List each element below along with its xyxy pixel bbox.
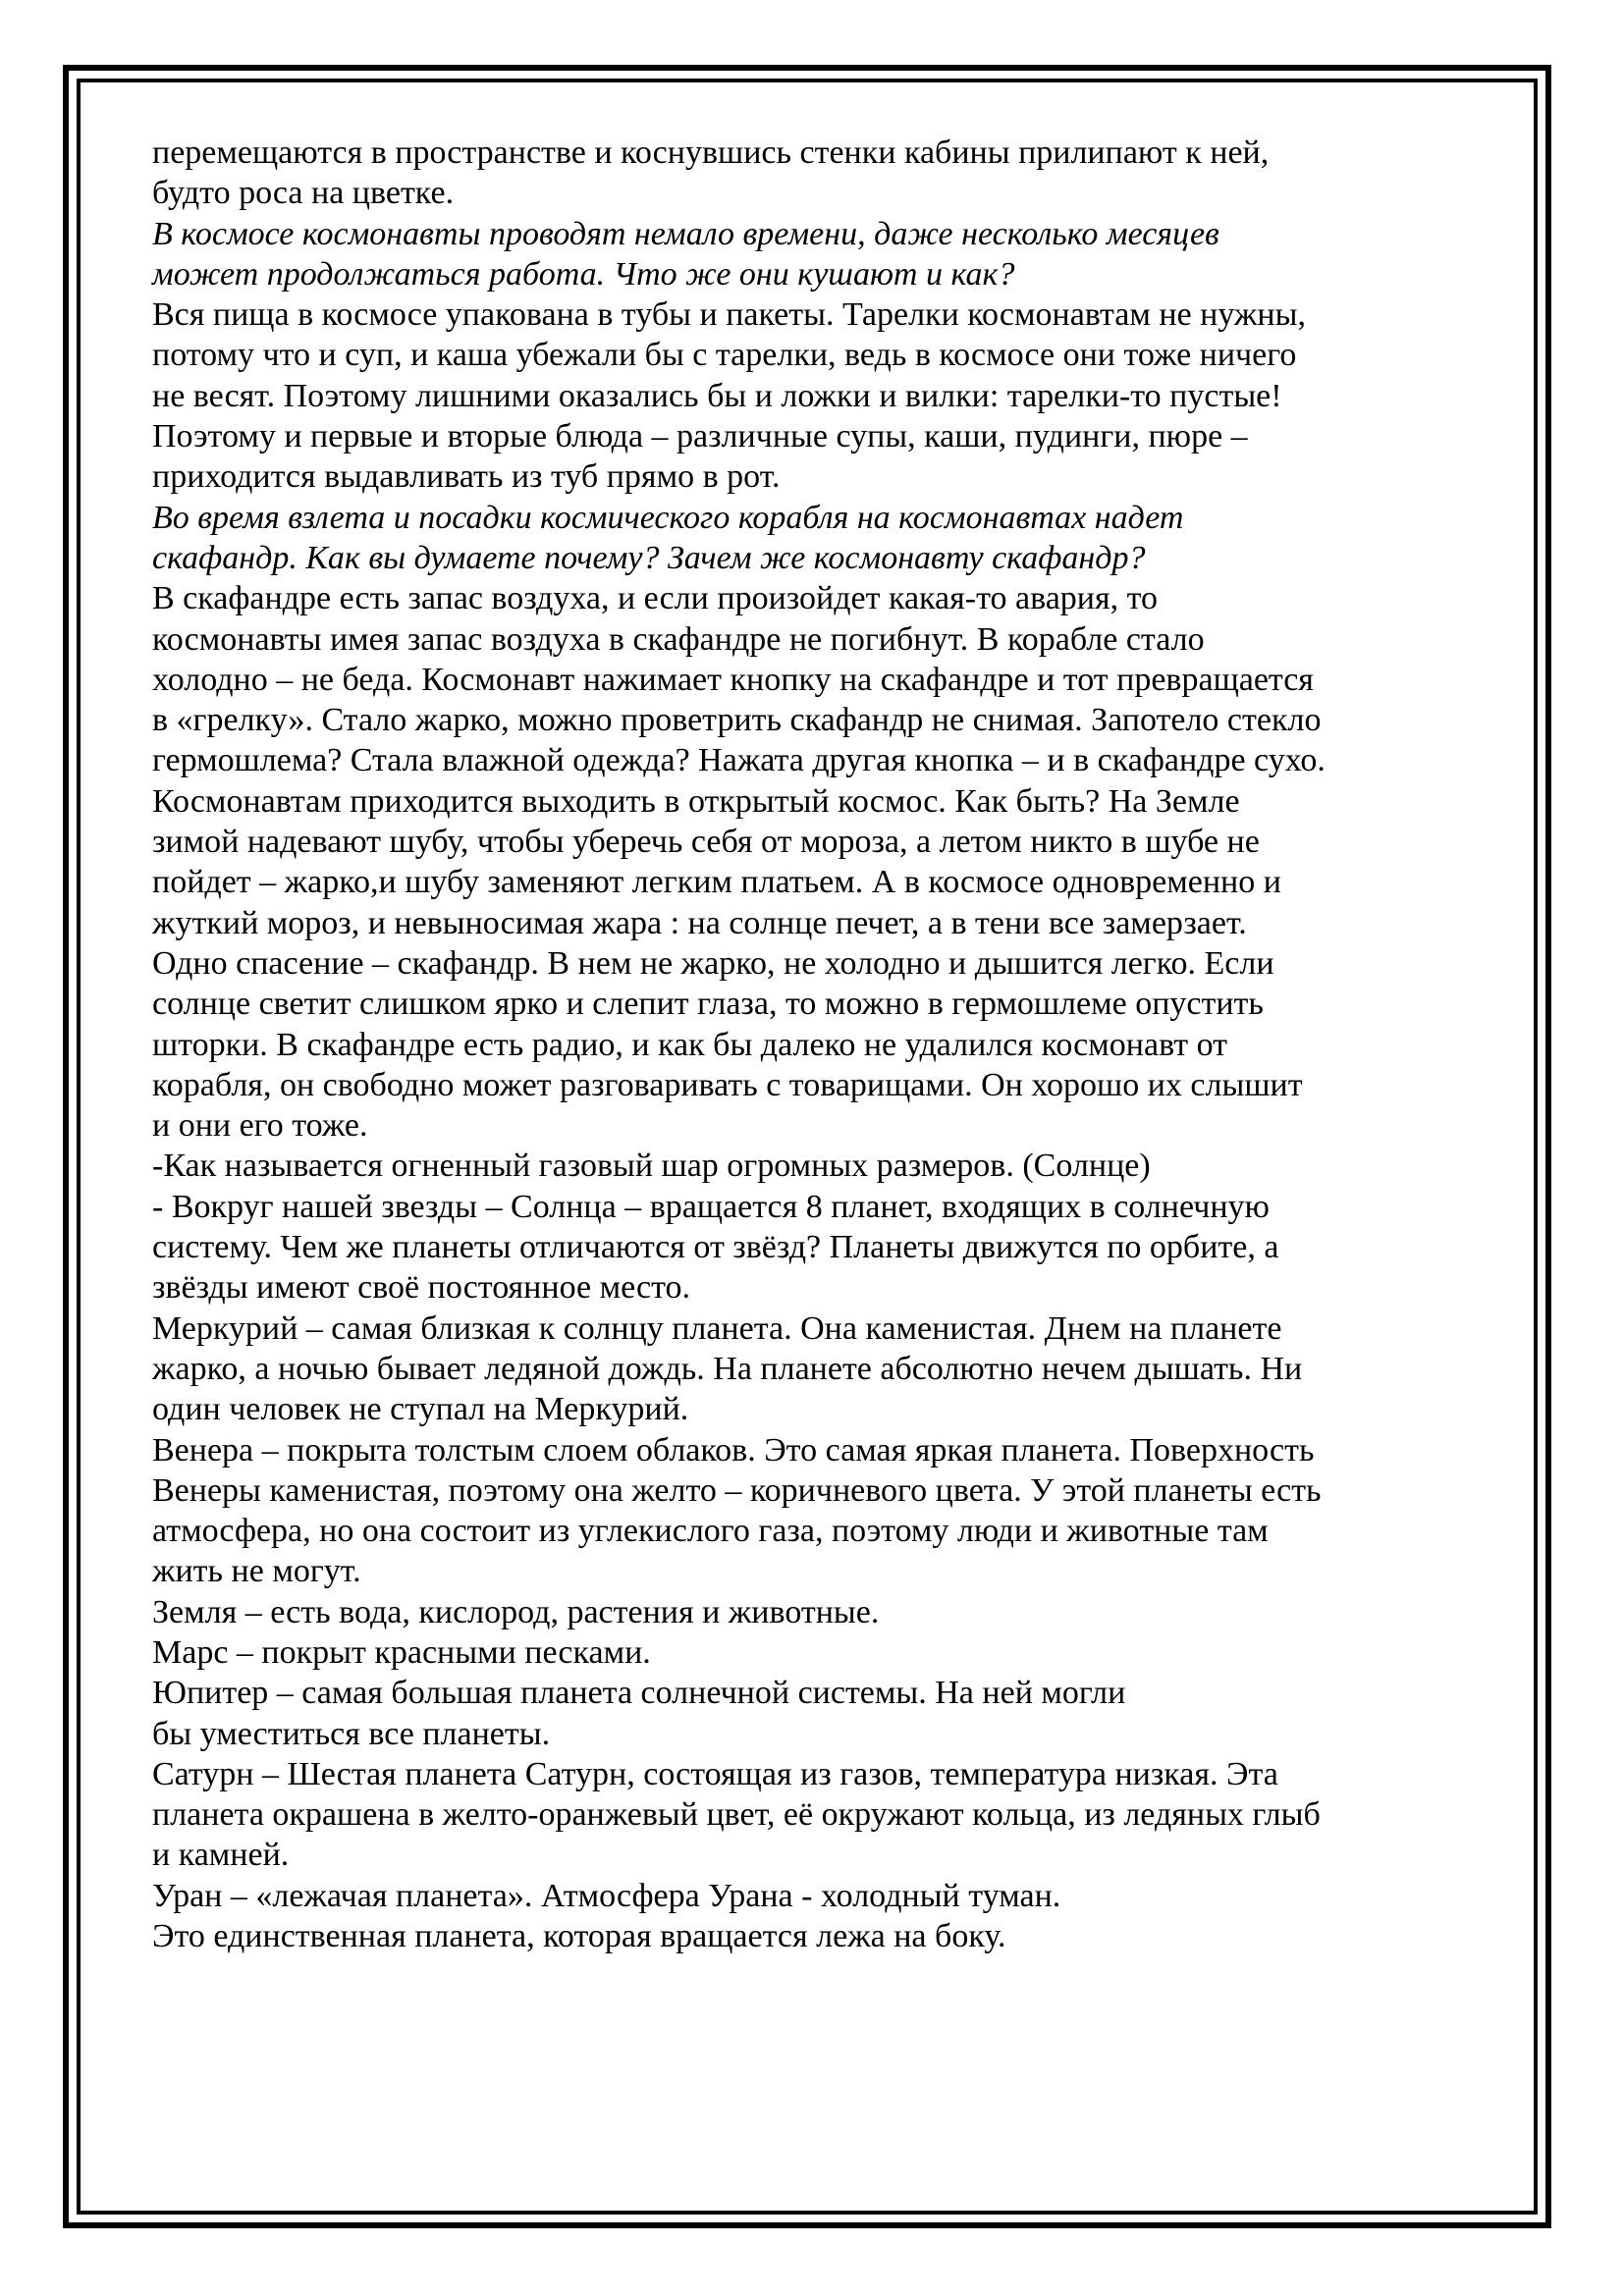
text-line: один человек не ступал на Меркурий. — [152, 1391, 689, 1428]
text-line: пойдет – жарко,и шубу заменяют легким платьем. А в космосе одновременно и — [152, 864, 1281, 901]
text-line: Вся пища в космосе упакована в тубы и пакеты. Тарелки космонавтам не нужны, — [152, 296, 1306, 334]
text-line: систему. Чем же планеты отличаются от звёзд? Планеты движутся по орбите, а — [152, 1229, 1279, 1266]
text-line: космонавты имея запас воздуха в скафандре не погибнут. В корабле стало — [152, 620, 1205, 658]
text-line: жить не могут. — [152, 1553, 361, 1590]
text-line: -Как называется огненный газовый шар огромных размеров. (Солнце) — [152, 1148, 1151, 1185]
text-line: солнце светит слишком ярко и слепит глаза, то можно в гермошлеме опустить — [152, 986, 1264, 1023]
text-line: Космонавтам приходится выходить в открытый космос. Как быть? На Земле — [152, 782, 1240, 820]
text-line: Венера – покрыта толстым слоем облаков. Это самая яркая планета. Поверхность — [152, 1431, 1315, 1468]
text-line: и камней. — [152, 1837, 290, 1874]
text-line: жарко, а ночью бывает ледяной дождь. На планете абсолютно нечем дышать. Ни — [152, 1350, 1303, 1387]
question-line: Во время взлета и посадки космического корабля на космонавтах надет — [152, 499, 1184, 536]
text-line: в «грелку». Стало жарко, можно проветрить скафандр не снимая. Запотело стекло — [152, 702, 1322, 739]
text-line: - Вокруг нашей звезды – Солнца – вращается 8 планет, входящих в солнечную — [152, 1188, 1270, 1225]
text-line: жуткий мороз, и невыносимая жара : на солнце печет, а в тени все замерзает. — [152, 904, 1247, 941]
text-line: Это единственная планета, которая вращается лежа на боку. — [152, 1918, 1006, 1955]
text-line: будто роса на цветке. — [152, 175, 455, 212]
text-line: Марс – покрыт красными песками. — [152, 1633, 651, 1671]
text-line: Одно спасение – скафандр. В нем не жарко, не холодно и дышится легко. Если — [152, 944, 1274, 982]
question-line: может продолжаться работа. Что же они кушают и как? — [152, 255, 1015, 293]
text-line: Сатурн – Шестая планета Сатурн, состоящая из газов, температура низкая. Эта — [152, 1755, 1278, 1792]
text-line: Поэтому и первые и вторые блюда – различные супы, каши, пудинги, пюре – — [152, 418, 1248, 455]
text-line: бы уместиться все планеты. — [152, 1715, 551, 1752]
text-line: атмосфера, но она состоит из углекислого газа, поэтому люди и животные там — [152, 1513, 1269, 1550]
text-line: перемещаются в пространстве и коснувшись стенки кабины прилипают к ней, — [152, 134, 1270, 171]
text-line: В скафандре есть запас воздуха, и если произойдет какая-то авария, то — [152, 580, 1159, 617]
text-line: потому что и суп, и каша убежали бы с тарелки, ведь в космосе они тоже ничего — [152, 337, 1297, 374]
text-line: гермошлема? Стала влажной одежда? Нажата другая кнопка – и в скафандре сухо. — [152, 742, 1326, 779]
text-line: Юпитер – самая большая планета солнечной системы. На ней могли — [152, 1675, 1126, 1712]
text-line: зимой надевают шубу, чтобы уберечь себя от мороза, а летом никто в шубе не — [152, 824, 1260, 861]
text-line: Земля – есть вода, кислород, растения и животные. — [152, 1593, 880, 1630]
text-line: не весят. Поэтому лишними оказались бы и ложки и вилки: тарелки-то пустые! — [152, 377, 1282, 414]
text-line: приходится выдавливать из туб прямо в рот. — [152, 458, 781, 496]
question-line: В космосе космонавты проводят немало времени, даже несколько месяцев — [152, 215, 1219, 252]
text-line: шторки. В скафандре есть радио, и как бы далеко не удалился космонавт от — [152, 1026, 1228, 1063]
text-line: холодно – не беда. Космонавт нажимает кнопку на скафандре и тот превращается — [152, 661, 1314, 698]
text-line: планета окрашена в желто-оранжевый цвет, её окружают кольца, из ледяных глыб — [152, 1796, 1321, 1834]
text-line: звёзды имеют своё постоянное место. — [152, 1269, 691, 1307]
text-line: Венеры каменистая, поэтому она желто – коричневого цвета. У этой планеты есть — [152, 1471, 1322, 1509]
question-line: скафандр. Как вы думаете почему? Зачем же космонавту скафандр? — [152, 539, 1146, 576]
text-line: корабля, он свободно может разговаривать с товарищами. Он хорошо их слышит — [152, 1066, 1303, 1103]
document-body — [152, 133, 1488, 1956]
text-line: и они его тоже. — [152, 1107, 368, 1145]
text-line: Меркурий – самая близкая к солнцу планета. Она каменистая. Днем на планете — [152, 1309, 1282, 1347]
text-line: Уран – «лежачая планета». Атмосфера Урана - холодный туман. — [152, 1877, 1061, 1914]
